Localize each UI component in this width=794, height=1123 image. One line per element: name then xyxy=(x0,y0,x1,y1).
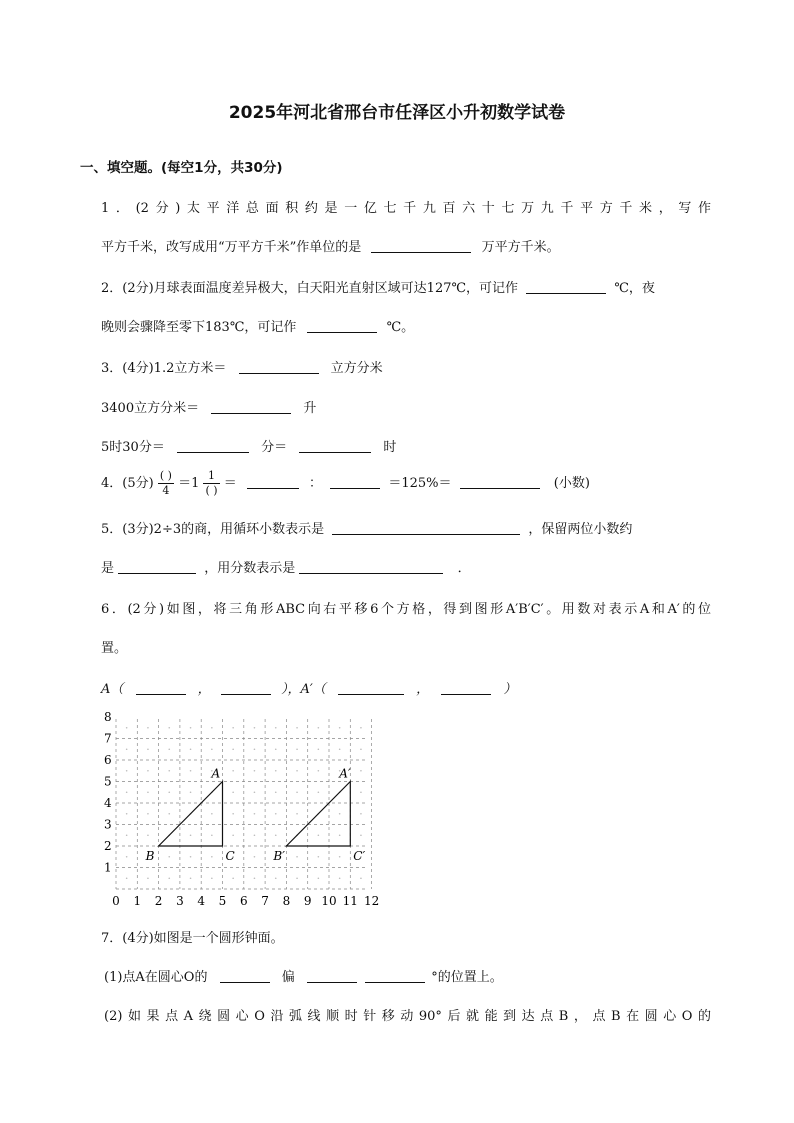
y-tick-label: 5 xyxy=(104,774,112,789)
grid-dot xyxy=(190,770,192,772)
q5-line1 xyxy=(101,518,632,537)
grid-dot xyxy=(275,877,277,879)
q4-eq1: ＝1 xyxy=(178,476,200,491)
triangle-abc-prime xyxy=(286,782,350,847)
q7-blank-1[interactable] xyxy=(220,968,270,983)
grid-dot xyxy=(339,748,341,750)
q2-line2 xyxy=(101,316,414,335)
x-tick-label: 5 xyxy=(218,894,227,908)
y-tick-label: 6 xyxy=(104,753,112,767)
q7-text-b: 偏 xyxy=(281,970,295,985)
q5-text-b: ，保留两位小数约 xyxy=(528,522,633,537)
y-tick-label: 4 xyxy=(104,796,112,810)
q3-text-a: 3．(4分)1.2立方米＝ xyxy=(101,361,227,376)
q5-blank-1[interactable] xyxy=(332,520,520,535)
q4-frac2-num: 1 xyxy=(203,469,219,484)
q1-text-b: 万平方千米。 xyxy=(481,240,560,255)
q7-sub1 xyxy=(104,966,503,985)
grid-dot xyxy=(211,877,213,879)
grid-dot xyxy=(296,791,298,793)
grid-dot xyxy=(232,791,234,793)
y-tick-label: 1 xyxy=(104,860,112,875)
q3-blank-2[interactable] xyxy=(211,399,291,414)
grid-dot xyxy=(126,834,128,836)
grid-dot xyxy=(296,877,298,879)
grid-dot xyxy=(360,791,362,793)
grid-dot xyxy=(360,834,362,836)
grid-dot xyxy=(126,770,128,772)
q4-suffix: (小数) xyxy=(553,476,590,491)
grid-dot xyxy=(190,727,192,729)
grid-dot xyxy=(190,834,192,836)
y-tick-label: 2 xyxy=(104,839,112,853)
q3-line1 xyxy=(101,357,383,376)
x-tick-label: 11 xyxy=(342,894,358,908)
grid-dot xyxy=(318,748,320,750)
q7-text-a: (1)点A在圆心O的 xyxy=(104,970,208,985)
grid-dot xyxy=(168,748,170,750)
grid-dot xyxy=(275,748,277,750)
grid-dot xyxy=(296,727,298,729)
q4-line xyxy=(101,469,590,498)
q6-line2: 置。 xyxy=(101,641,128,656)
grid-dot xyxy=(147,813,149,815)
vertex-label-cabc: C xyxy=(225,849,235,863)
grid-dot xyxy=(232,877,234,879)
q7-sub2: (2)如果点A绕圆心O沿弧线顺时针移动90°后就能到达点B，点B在圆心O的 xyxy=(104,1009,711,1024)
grid-dot xyxy=(254,748,256,750)
coordinate-grid xyxy=(100,705,390,910)
q6-a-close: ），A′（ xyxy=(280,682,326,697)
grid-dot xyxy=(296,813,298,815)
grid-dot xyxy=(254,834,256,836)
grid-dot xyxy=(275,770,277,772)
grid-dot xyxy=(126,748,128,750)
grid-dot xyxy=(254,813,256,815)
grid-dot xyxy=(254,770,256,772)
grid-dot xyxy=(360,748,362,750)
q3-blank-3[interactable] xyxy=(177,438,249,453)
grid-dot xyxy=(168,727,170,729)
grid-dot xyxy=(296,770,298,772)
q4-fraction-2 xyxy=(203,469,219,498)
grid-dot xyxy=(147,770,149,772)
q3-text-b: 立方分米 xyxy=(330,361,383,376)
grid-dot xyxy=(147,727,149,729)
grid-dot xyxy=(318,770,320,772)
q6-answer-line xyxy=(101,678,516,697)
grid-dot xyxy=(190,791,192,793)
q2-text-b: ℃，夜 xyxy=(614,281,655,296)
grid-dot xyxy=(318,834,320,836)
vertex-label-babc-prime: B′ xyxy=(273,849,285,863)
triangle-abc xyxy=(159,782,223,847)
grid-dot xyxy=(126,813,128,815)
grid-dot xyxy=(126,877,128,879)
grid-dot xyxy=(211,856,213,858)
grid-dot xyxy=(318,877,320,879)
grid-dot xyxy=(211,748,213,750)
q6-blank-a2y[interactable] xyxy=(441,680,491,695)
x-tick-label: 2 xyxy=(154,894,163,908)
q3-text-f: 分＝ xyxy=(261,440,288,455)
q3-text-e: 5时30分＝ xyxy=(101,440,165,455)
grid-dot xyxy=(318,791,320,793)
q7-line1: 7．(4分)如图是一个圆形钟面。 xyxy=(101,931,284,946)
q3-line3 xyxy=(101,436,396,455)
grid-dot xyxy=(211,834,213,836)
grid-dot xyxy=(168,770,170,772)
grid-dot xyxy=(318,727,320,729)
grid-dot xyxy=(190,748,192,750)
grid-dot xyxy=(190,877,192,879)
vertex-label-aabc: A xyxy=(211,766,221,781)
q4-eq3: ＝125%＝ xyxy=(388,476,452,491)
q4-frac1-den: 4 xyxy=(162,484,170,497)
grid-dot xyxy=(232,834,234,836)
q4-eq2: ＝ xyxy=(223,476,237,491)
q5-line2 xyxy=(101,557,471,576)
grid-dot xyxy=(211,813,213,815)
grid-dot xyxy=(211,727,213,729)
grid-dot xyxy=(339,813,341,815)
grid-dot xyxy=(339,727,341,729)
q3-line2 xyxy=(101,397,316,416)
q7-text-c: °的位置上。 xyxy=(431,970,503,985)
grid-dot xyxy=(360,727,362,729)
grid-dot xyxy=(147,791,149,793)
x-tick-label: 12 xyxy=(363,894,380,908)
x-tick-label: 3 xyxy=(176,894,184,908)
q2-text-a: 2．(2分)月球表面温度差异极大，白天阳光直射区域可达127℃，可记作 xyxy=(101,281,519,296)
grid-dot xyxy=(360,770,362,772)
grid-dot xyxy=(275,791,277,793)
grid-dot xyxy=(254,791,256,793)
q1-text-a: 平方千米，改写成用“万平方千米”作单位的是 xyxy=(101,240,362,255)
grid-dot xyxy=(126,856,128,858)
x-tick-label: 10 xyxy=(321,894,337,908)
q5-blank-2[interactable] xyxy=(118,559,196,574)
grid-dot xyxy=(360,813,362,815)
x-tick-label: 1 xyxy=(133,894,142,908)
grid-dot xyxy=(190,856,192,858)
y-tick-label: 3 xyxy=(104,817,112,832)
grid-dot xyxy=(147,877,149,879)
q6-blank-a2x[interactable] xyxy=(338,680,404,695)
q4-frac1-num: ( ) xyxy=(159,469,172,482)
section-heading: 一、填空题。(每空1分，共30分) xyxy=(80,160,283,176)
q4-blank-1[interactable] xyxy=(247,474,299,489)
q4-prefix: 4．(5分) xyxy=(101,476,154,491)
grid-dot xyxy=(126,791,128,793)
q6-line1: 6．(2分)如图，将三角形ABC向右平移6个方格，得到图形A′B′C′。用数对表示A和A′的位 xyxy=(101,602,711,617)
grid-dot xyxy=(147,834,149,836)
q6-blank-ay[interactable] xyxy=(221,680,271,695)
q3-text-c: 3400立方分米＝ xyxy=(101,401,200,416)
q4-frac2-den: ( ) xyxy=(205,484,218,497)
q2-line1 xyxy=(101,277,655,296)
q6-blank-ax[interactable] xyxy=(136,680,186,695)
grid-dot xyxy=(254,877,256,879)
page-title: 2025年河北省邢台市任泽区小升初数学试卷 xyxy=(228,103,566,123)
grid-dot xyxy=(275,727,277,729)
grid-dot xyxy=(318,856,320,858)
q6-comma-1: ， xyxy=(197,682,211,697)
grid-dot xyxy=(168,856,170,858)
grid-dot xyxy=(254,856,256,858)
grid-dot xyxy=(339,856,341,858)
grid-dot xyxy=(232,727,234,729)
q5-blank-3[interactable] xyxy=(299,559,443,574)
x-tick-label: 0 xyxy=(112,894,120,908)
x-tick-label: 4 xyxy=(197,894,206,908)
q6-comma-2: ， xyxy=(416,682,430,697)
grid-dot xyxy=(296,856,298,858)
y-tick-label: 8 xyxy=(104,710,112,724)
q3-blank-4[interactable] xyxy=(299,438,371,453)
x-tick-label: 7 xyxy=(261,894,269,908)
q7-blank-2[interactable] xyxy=(307,968,357,983)
q4-colon: ： xyxy=(309,476,323,491)
x-tick-label: 6 xyxy=(239,894,248,908)
grid-dot xyxy=(232,770,234,772)
grid-dot xyxy=(147,748,149,750)
grid-dot xyxy=(168,791,170,793)
q5-text-a: 5．(3分)2÷3的商，用循环小数表示是 xyxy=(101,522,325,537)
q1-line2 xyxy=(101,236,560,255)
grid-dot xyxy=(339,834,341,836)
x-tick-label: 8 xyxy=(282,894,291,908)
q2-blank-1[interactable] xyxy=(526,279,606,294)
grid-dot xyxy=(232,748,234,750)
grid-dot xyxy=(126,727,128,729)
grid-dot xyxy=(339,877,341,879)
q3-text-g: 时 xyxy=(383,440,397,455)
q5-text-d: ，用分数表示是 xyxy=(204,561,296,576)
q5-text-c: 是 xyxy=(101,561,115,576)
q2-text-d: ℃。 xyxy=(386,320,415,335)
q7-blank-3[interactable] xyxy=(365,968,425,983)
vertex-label-cabc-prime: C′ xyxy=(353,849,366,863)
grid-dot xyxy=(275,813,277,815)
grid-dot xyxy=(254,727,256,729)
q4-fraction-1 xyxy=(158,469,174,498)
q6-a-open: A（ xyxy=(101,682,124,697)
grid-dot xyxy=(168,813,170,815)
vertex-label-babc: B xyxy=(145,849,155,863)
q2-text-c: 晚则会骤降至零下183℃，可记作 xyxy=(101,320,297,335)
q3-text-d: 升 xyxy=(303,401,317,416)
q4-blank-2[interactable] xyxy=(330,474,380,489)
q4-blank-3[interactable] xyxy=(460,474,540,489)
grid-dot xyxy=(360,877,362,879)
grid-dot xyxy=(232,813,234,815)
q6-b-close: ） xyxy=(503,682,517,697)
vertex-label-aabc-prime: A′ xyxy=(339,766,351,781)
grid-dot xyxy=(296,748,298,750)
x-tick-label: 9 xyxy=(303,894,312,908)
y-tick-label: 7 xyxy=(104,731,112,746)
q1-line1: 1．(2分)太平洋总面积约是一亿七千九百六十七万九千平方千米，写作 xyxy=(101,201,711,216)
q2-blank-2[interactable] xyxy=(307,318,377,333)
grid-dot xyxy=(168,877,170,879)
q1-blank[interactable] xyxy=(371,238,471,253)
grid-dot xyxy=(275,834,277,836)
q3-blank-1[interactable] xyxy=(239,359,319,374)
q5-text-e: ． xyxy=(457,561,471,576)
